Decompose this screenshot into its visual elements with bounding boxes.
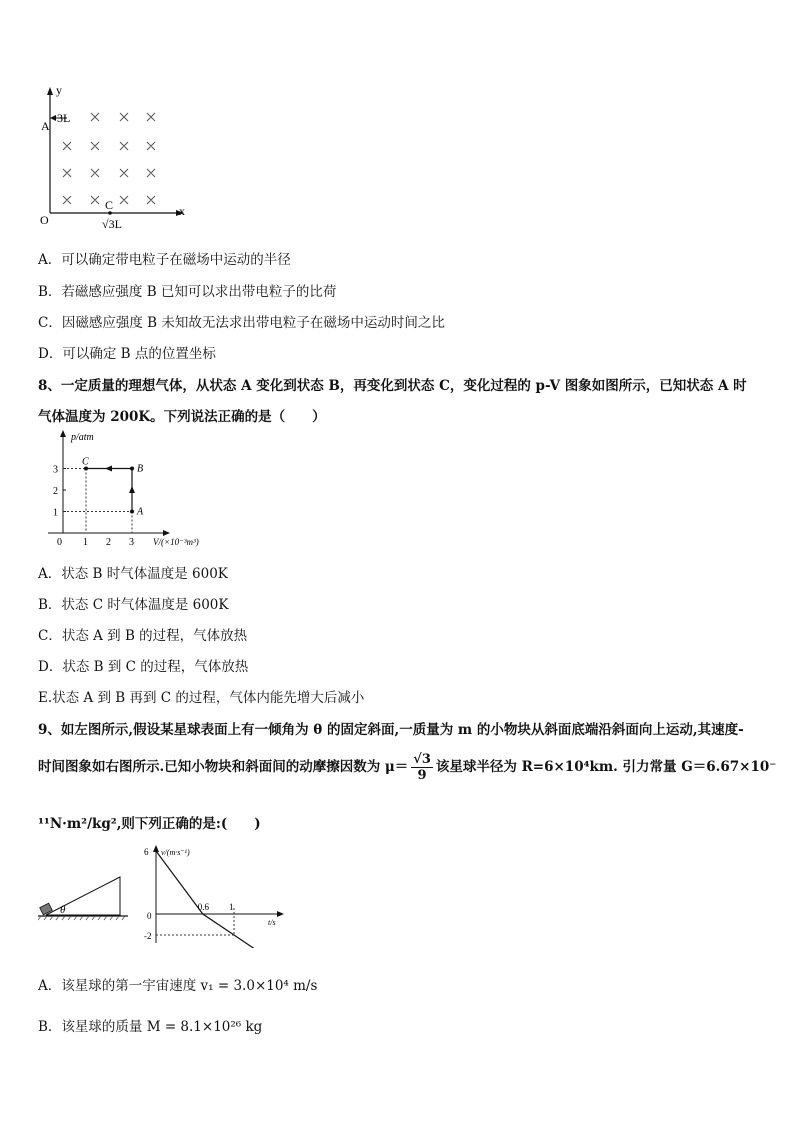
vt-x-axis-label: t/s xyxy=(268,918,276,927)
vt-series-line xyxy=(156,851,265,948)
pv-point-b xyxy=(130,467,134,471)
pv-x-tick: 2 xyxy=(106,537,111,548)
q8-option-d: D．状态 B 到 C 的过程，气体放热 xyxy=(38,659,249,675)
q7-option-d: D．可以确定 B 点的位置坐标 xyxy=(38,346,216,362)
field-crosses xyxy=(63,113,155,204)
q8-stem-line1: 8、一定质量的理想气体，从状态 A 变化到状态 B，再变化到状态 C，变化过程的 p-V 图象如图所示，已知状态 A 时 xyxy=(38,378,747,394)
y-label: y xyxy=(56,83,62,97)
incline-figure xyxy=(38,872,130,922)
q8-option-c: C．状态 A 到 B 的过程，气体放热 xyxy=(38,628,248,644)
pv-x-axis-label: V/(×10⁻³m³) xyxy=(153,537,199,547)
q8-option-e: E.状态 A 到 B 再到 C 的过程，气体内能先增大后减小 xyxy=(38,690,365,706)
y-axis-arrow xyxy=(47,87,53,95)
vt-x-tick: 0.6 xyxy=(197,902,210,912)
vt-x-tick: 1 xyxy=(229,902,234,912)
q9-line2-end: 该星球半径为 R=6×10⁴km. 引力常量 G＝6.67×10⁻ xyxy=(435,759,777,775)
q8-option-a: A．状态 B 时气体温度是 600K xyxy=(38,566,228,582)
vt-y-axis-label: v/(m·s⁻¹) xyxy=(161,848,190,857)
vt-y-arrow xyxy=(153,845,159,852)
pv-label-c: C xyxy=(82,456,89,468)
q9-line2-start: 时间图象如右图所示.已知小物块和斜面间的动摩擦因数为 μ＝ xyxy=(38,759,409,775)
c-label: C xyxy=(105,198,114,212)
vt-x-tick: 0 xyxy=(147,911,152,921)
pv-y-tick: 1 xyxy=(53,507,58,519)
vt-y-tick: 6 xyxy=(144,847,149,857)
vt-x-arrow xyxy=(277,911,284,917)
pv-y-tick: 3 xyxy=(53,464,58,476)
q9-option-a: A．该星球的第一宇宙速度 v₁ = 3.0×10⁴ m/s xyxy=(38,978,318,994)
friction-fraction xyxy=(411,752,433,783)
x-label: x xyxy=(179,204,185,218)
q7-option-b: B．若磁感应强度 B 已知可以求出带电粒子的比荷 xyxy=(38,284,337,300)
origin-label: O xyxy=(40,213,49,227)
pv-chart xyxy=(38,428,228,553)
pv-x-tick: 1 xyxy=(83,537,88,548)
q7-option-c: C．因磁感应强度 B 未知故无法求出带电粒子在磁场中运动时间之比 xyxy=(38,315,445,331)
q7-option-a: A．可以确定带电粒子在磁场中运动的半径 xyxy=(38,252,291,268)
pv-y-arrow xyxy=(60,430,66,437)
fraction-numerator: √3 xyxy=(413,752,431,767)
vt-y-tick: -2 xyxy=(144,931,152,941)
fraction-denominator: 9 xyxy=(417,768,427,783)
pv-y-tick: 2 xyxy=(53,486,58,497)
pv-label-b: B xyxy=(137,463,144,475)
vt-chart xyxy=(140,843,290,948)
q9-stem-line2 xyxy=(38,752,776,783)
pv-arrow-b-c xyxy=(105,466,112,472)
three-l-label: 3L xyxy=(57,111,71,125)
pv-x-tick: 3 xyxy=(129,537,134,548)
pv-y-axis-label: p/atm xyxy=(71,432,94,443)
pv-x-tick: 0 xyxy=(57,537,62,548)
pv-point-a xyxy=(130,510,134,514)
q9-option-b: B．该星球的质量 M = 8.1×10²⁶ kg xyxy=(38,1019,263,1035)
q9-stem-line1: 9、如左图所示,假设某星球表面上有一倾角为 θ 的固定斜面,一质量为 m 的小物块从斜面底端沿斜面向上运动,其速度- xyxy=(38,722,744,738)
entry-arrow-head xyxy=(50,115,56,121)
magnetic-field-figure xyxy=(30,82,200,232)
q9-stem-line3: ¹¹N·m²/kg²,则下列正确的是:( ) xyxy=(38,816,261,832)
incline-triangle xyxy=(46,877,120,915)
q8-stem-line2: 气体温度为 200K。下列说法正确的是（ ） xyxy=(38,409,326,425)
sqrt3l-label: √3L xyxy=(102,217,122,231)
a-label: A xyxy=(41,119,50,133)
q8-option-b: B．状态 C 时气体温度是 600K xyxy=(38,597,229,613)
pv-x-arrow xyxy=(163,530,170,536)
theta-label: θ xyxy=(60,904,66,916)
pv-label-a: A xyxy=(137,506,144,518)
pv-arrow-a-b xyxy=(129,486,135,493)
